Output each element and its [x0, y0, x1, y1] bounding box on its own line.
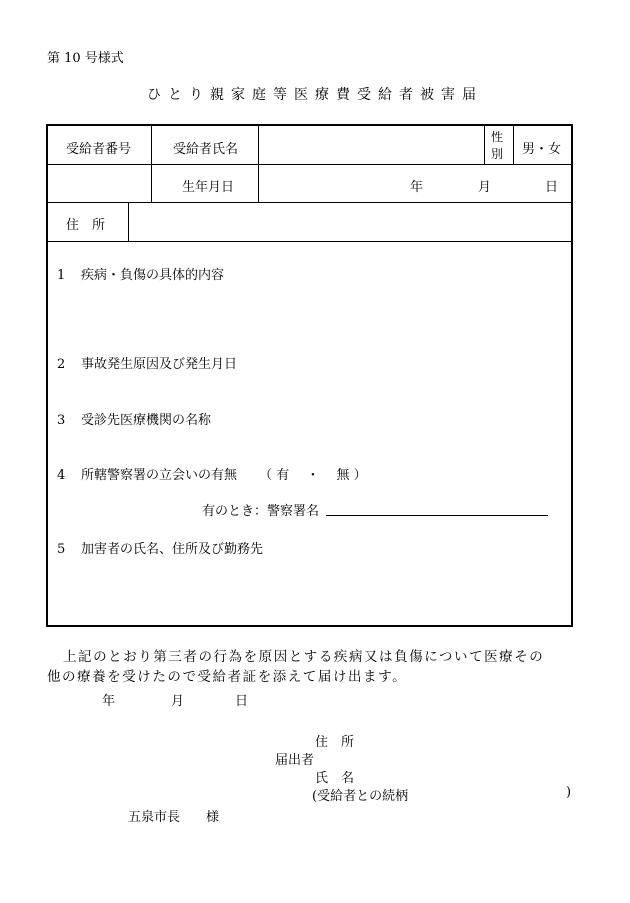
section-3 — [57, 409, 211, 428]
recipient-number-label: 受給者番号 — [66, 142, 132, 157]
recipient-name-label: 受給者氏名 — [173, 142, 239, 157]
birth-day-unit: 日 — [545, 180, 559, 195]
section-label: 加害者の氏名、住所及び勤務先 — [81, 542, 264, 557]
row-divider-3 — [48, 241, 571, 242]
statement-line-1: 上記のとおり第三者の行為を原因とする疾病又は負傷について医療その — [63, 649, 545, 665]
birthdate-label: 生年月日 — [182, 180, 235, 195]
applicant-address-label: 住 所 — [315, 735, 355, 750]
relation-close: ) — [566, 785, 572, 800]
form-title: ひとり親家庭等医療費受給者被害届 — [147, 87, 483, 103]
section-2 — [57, 353, 237, 372]
gender-options: 男・女 — [522, 142, 562, 157]
form-number: 第 10 号様式 — [47, 51, 124, 66]
section-number: 4 — [57, 468, 66, 483]
birth-month-unit: 月 — [478, 180, 492, 195]
address-label: 住 所 — [66, 218, 106, 233]
gender-label-bottom: 別 — [491, 147, 504, 161]
statement-line-2: 他の療養を受けたので受給者証を添えて届け出ます。 — [47, 669, 408, 685]
addressee: 五泉市長 様 — [128, 810, 220, 825]
section-1 — [57, 264, 224, 283]
section-4 — [57, 464, 367, 483]
col-divider-3 — [484, 126, 485, 164]
col-divider-2 — [258, 126, 259, 202]
applicant-label: 届出者 — [275, 753, 315, 768]
applicant-name-label: 氏 名 — [315, 771, 355, 786]
gender-label-top: 性 — [491, 130, 504, 144]
row-divider-2 — [48, 202, 571, 203]
section-5 — [57, 538, 263, 557]
section-number: 1 — [57, 268, 66, 283]
col-divider-1 — [151, 126, 152, 202]
section-label: 事故発生原因及び発生月日 — [81, 357, 238, 372]
section-number: 3 — [57, 413, 66, 428]
section-label: 所轄警察署の立会いの有無 — [81, 468, 238, 483]
police-presence-options: （ 有 ・ 無 ） — [259, 468, 367, 483]
police-station-name-line — [326, 515, 548, 516]
form-table — [46, 124, 573, 627]
birth-year-unit: 年 — [410, 180, 424, 195]
col-divider-4 — [513, 126, 514, 164]
row-divider-1 — [48, 164, 571, 165]
section-label: 受診先医療機関の名称 — [81, 413, 212, 428]
police-station-label: 有のとき：警察署名 — [202, 504, 320, 519]
section-number: 2 — [57, 357, 66, 372]
section-number: 5 — [57, 542, 66, 557]
date-year-unit: 年 — [102, 694, 116, 709]
section-label: 疾病・負傷の具体的内容 — [81, 268, 225, 283]
col-divider-5 — [128, 202, 129, 241]
relation-open: (受給者との続柄 — [312, 789, 409, 804]
date-day-unit: 日 — [235, 694, 249, 709]
date-month-unit: 月 — [171, 694, 185, 709]
